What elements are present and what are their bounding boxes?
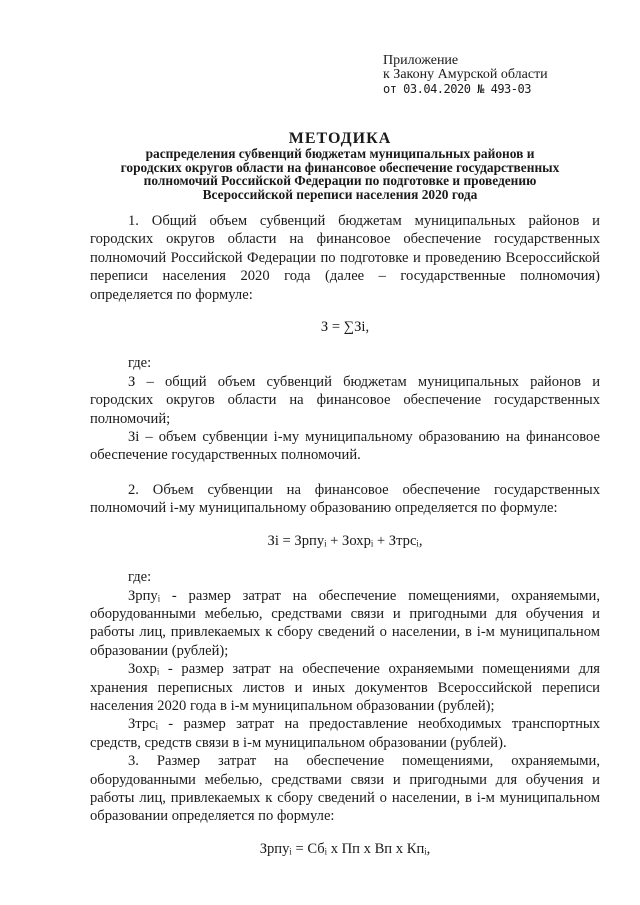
definition-2b: Зохрᵢ - размер затрат на обеспечение охраняемыми помещениями для хранения переписных листов и иных документов Всероссийской переписи населения 2020 года в i-м муниципальном образовании (рублей); [90,661,600,714]
definition-1b: Зi – объем субвенции i-му муниципальному образованию на финансовое обеспечение государственных полномочий. [90,429,600,464]
title-line-1: распределения субвенций бюджетам муниципальных районов и [145,146,535,161]
paragraph-3: 3. Размер затрат на обеспечение помещениями, охраняемыми, оборудованными мебелью, средствами связи и пригодными для обучения и работы лиц, привлекаемых к сбору сведений о населении, в i-м муниципальном образовании определяется по формуле: [90,753,600,825]
formula-1: З = ∑Зi, [320,319,370,336]
definition-2c: Зтрсᵢ - размер затрат на предоставление необходимых транспортных средств, средств связи в i-м муниципальном образовании (рублей). [90,716,600,751]
title-line-3: полномочий Российской Федерации по подготовке и проведению [143,173,537,188]
document-title [80,130,600,201]
paragraph-2: 2. Объем субвенции на финансовое обеспечение государственных полномочий i-му муниципальному образованию определяется по формуле: [90,481,600,517]
definition-1a: З – общий объем субвенций бюджетам муниципальных районов и городских округов области на финансовое обеспечение государственных полномочий; [90,373,600,427]
appendix-note [383,54,548,96]
appendix-line-2: к Закону Амурской области [383,67,548,82]
appendix-line-3: от 03.04.2020 № 493-03 [383,82,531,96]
paragraph-1: 1. Общий объем субвенций бюджетам муниципальных районов и городских округов области на финансовое обеспечение государственных полномочий Российской Федерации по подготовке и проведению Всероссийской переписи населения 2020 года (далее – государственные полномочия) определяется по формуле: [90,213,600,303]
title-line-2: городских округов области на финансовое обеспечение государственных [120,159,560,175]
document-body [90,212,600,876]
title-line-4: Всероссийской переписи населения 2020 года [202,186,478,202]
formula-3: Зрпуᵢ = Сбᵢ x Пп x Вп x Кпᵢ, [259,840,431,857]
where-label-2: где: [128,569,152,586]
title-main: МЕТОДИКА [288,130,392,147]
formula-2: Зi = Зрпуᵢ + Зохрᵢ + Зтрсᵢ, [267,532,423,549]
appendix-line-1: Приложение [383,53,459,68]
where-label-1: где: [128,355,152,372]
definition-2a: Зрпуᵢ - размер затрат на обеспечение помещениями, охраняемыми, оборудованными мебелью, средствами связи и пригодными для обучения и работы лиц, привлекаемых к сбору сведений о населении, в i-м муниципальном образовании (рублей); [90,587,600,659]
